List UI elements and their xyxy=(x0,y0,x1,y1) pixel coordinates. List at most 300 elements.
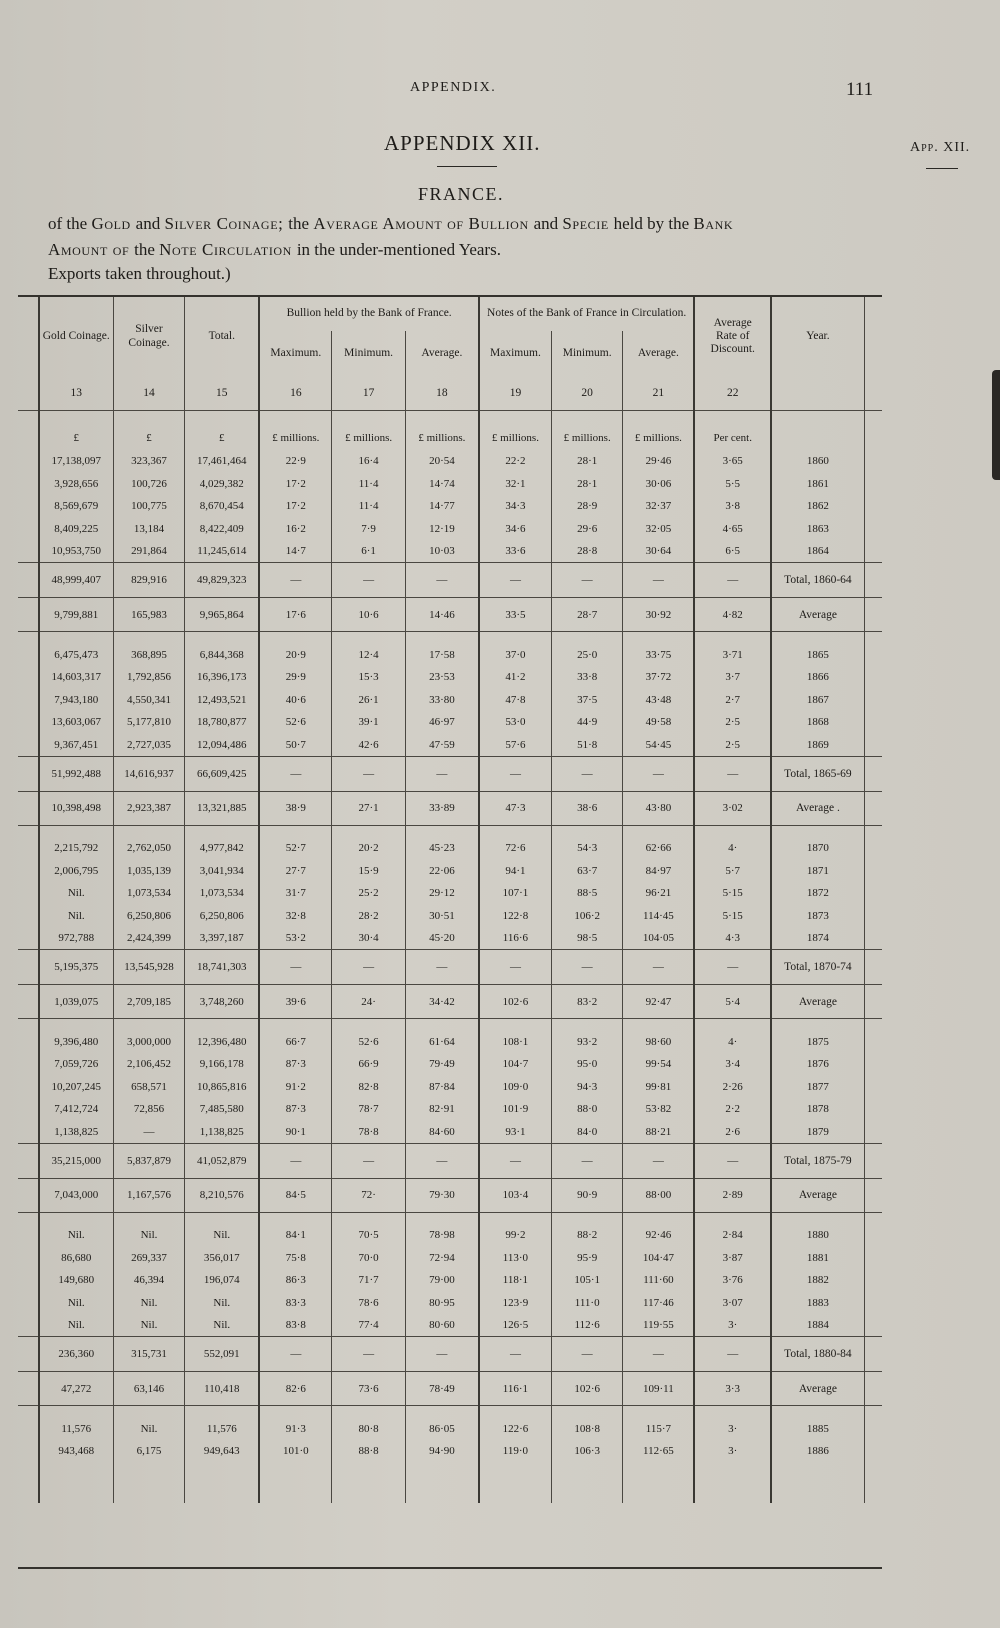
cell-rate: 5·7 xyxy=(694,860,771,883)
cell-gold: 236,360 xyxy=(39,1337,114,1372)
cell-notes-max: — xyxy=(479,563,552,598)
table-edge-cell xyxy=(864,1337,882,1372)
header-rate: Average Rate of Discount. xyxy=(694,297,771,376)
cell-bullion-avg: 78·98 xyxy=(405,1224,479,1247)
table-edge-cell xyxy=(864,1247,882,1270)
cell-notes-avg xyxy=(623,632,694,644)
cell-total xyxy=(185,1212,260,1224)
table-row xyxy=(18,644,882,667)
cell-bullion-avg: 18 xyxy=(405,376,479,410)
cell-year xyxy=(771,632,864,644)
cell-total-label: Total, 1865-69 xyxy=(771,756,864,791)
cell-bullion-max xyxy=(259,825,332,837)
cell-bullion-avg: 20·54 xyxy=(405,450,479,473)
cell-notes-max: 116·1 xyxy=(479,1372,552,1406)
cell-gold: 10,207,245 xyxy=(39,1076,114,1099)
title-rule xyxy=(437,166,497,167)
cell-silver: 291,864 xyxy=(113,540,184,563)
description-line-1 xyxy=(48,214,733,234)
table-edge-cell xyxy=(18,1314,39,1337)
table-edge-cell xyxy=(18,689,39,712)
cell-bullion-avg: 46·97 xyxy=(405,711,479,734)
cell-bullion-max: 91·2 xyxy=(259,1076,332,1099)
table-row xyxy=(18,540,882,563)
column-number-row xyxy=(18,376,882,410)
table-edge-cell xyxy=(864,495,882,518)
cell-gold: 972,788 xyxy=(39,927,114,950)
cell-bullion-max: 17·2 xyxy=(259,473,332,496)
running-head: APPENDIX. xyxy=(410,80,497,95)
cell-notes-max: — xyxy=(479,756,552,791)
cell-year: 1871 xyxy=(771,860,864,883)
cell-notes-min: 90·9 xyxy=(551,1178,622,1212)
cell-notes-avg: 99·81 xyxy=(623,1076,694,1099)
table-edge-cell xyxy=(864,756,882,791)
cell-total: 18,741,303 xyxy=(185,950,260,985)
cell-rate: 3·8 xyxy=(694,495,771,518)
cell-bullion-max: 32·8 xyxy=(259,905,332,928)
table-edge-cell xyxy=(864,426,882,450)
cell-notes-max: £ millions. xyxy=(479,426,552,450)
cell-bullion-max: 20·9 xyxy=(259,644,332,667)
cell-notes-min: 20 xyxy=(551,376,622,410)
table-edge-cell xyxy=(864,927,882,950)
table-edge-cell xyxy=(18,473,39,496)
cell-silver: 63,146 xyxy=(113,1372,184,1406)
cell-year xyxy=(771,1019,864,1031)
cell-gold: 5,195,375 xyxy=(39,950,114,985)
table-row xyxy=(18,518,882,541)
cell-notes-avg: 88·21 xyxy=(623,1121,694,1144)
cell-notes-max: 109·0 xyxy=(479,1076,552,1099)
cell-year: 1877 xyxy=(771,1076,864,1099)
cell-notes-avg: 30·06 xyxy=(623,473,694,496)
average-row xyxy=(18,985,882,1019)
description-text: Amount of the Note Circulation in the under-mentioned Years. xyxy=(48,240,501,259)
cell-bullion-avg xyxy=(405,1406,479,1418)
cell-bullion-avg: — xyxy=(405,1143,479,1178)
cell-rate: 5·15 xyxy=(694,882,771,905)
cell-total: 1,138,825 xyxy=(185,1121,260,1144)
table-edge-cell xyxy=(864,1418,882,1441)
table-row xyxy=(18,689,882,712)
cell-total: 4,977,842 xyxy=(185,837,260,860)
table-edge-cell xyxy=(18,1292,39,1315)
cell-notes-min: 108·8 xyxy=(551,1418,622,1441)
cell-rate: 2·26 xyxy=(694,1076,771,1099)
cell-total: 8,670,454 xyxy=(185,495,260,518)
cell-rate: 3· xyxy=(694,1440,771,1463)
cell-notes-min: 111·0 xyxy=(551,1292,622,1315)
cell-bullion-avg xyxy=(405,1463,479,1503)
table-row xyxy=(18,1098,882,1121)
cell-year: 1885 xyxy=(771,1418,864,1441)
table-edge-cell xyxy=(864,1269,882,1292)
table-row xyxy=(18,450,882,473)
table-row xyxy=(18,495,882,518)
cell-rate: 3·3 xyxy=(694,1372,771,1406)
cell-rate: 5·5 xyxy=(694,473,771,496)
cell-notes-avg: 33·75 xyxy=(623,644,694,667)
cell-notes-max: 108·1 xyxy=(479,1031,552,1054)
cell-gold: 3,928,656 xyxy=(39,473,114,496)
cell-bullion-max: 83·3 xyxy=(259,1292,332,1315)
cell-total-label: Total, 1880-84 xyxy=(771,1337,864,1372)
cell-notes-avg: 43·80 xyxy=(623,791,694,825)
cell-bullion-max: 75·8 xyxy=(259,1247,332,1270)
cell-total: 15 xyxy=(185,376,260,410)
description-line-3 xyxy=(48,264,231,284)
cell-silver: 2,424,399 xyxy=(113,927,184,950)
table-edge-cell xyxy=(864,1292,882,1315)
cell-notes-avg: 115·7 xyxy=(623,1418,694,1441)
cell-bullion-min: 27·1 xyxy=(332,791,406,825)
total-row xyxy=(18,756,882,791)
table-edge-cell xyxy=(864,666,882,689)
cell-notes-max: 126·5 xyxy=(479,1314,552,1337)
cell-total: 12,396,480 xyxy=(185,1031,260,1054)
cell-gold: 10,398,498 xyxy=(39,791,114,825)
cell-total: Nil. xyxy=(185,1224,260,1247)
cell-notes-max: 93·1 xyxy=(479,1121,552,1144)
cell-silver: 829,916 xyxy=(113,563,184,598)
cell-notes-max xyxy=(479,825,552,837)
cell-total: 7,485,580 xyxy=(185,1098,260,1121)
cell-notes-min: — xyxy=(551,563,622,598)
table-edge-cell xyxy=(864,711,882,734)
table-edge-cell xyxy=(864,297,882,331)
cell-notes-min xyxy=(551,1212,622,1224)
table-row xyxy=(18,1031,882,1054)
cell-notes-max: 99·2 xyxy=(479,1224,552,1247)
cell-notes-max: 94·1 xyxy=(479,860,552,883)
cell-gold: 47,272 xyxy=(39,1372,114,1406)
cell-notes-avg: 30·92 xyxy=(623,598,694,632)
table-edge-cell xyxy=(864,473,882,496)
cell-notes-avg: — xyxy=(623,1337,694,1372)
cell-bullion-max: 52·6 xyxy=(259,711,332,734)
cell-gold: 14,603,317 xyxy=(39,666,114,689)
cell-year xyxy=(771,1212,864,1224)
cell-bullion-avg: 47·59 xyxy=(405,734,479,757)
cell-silver: 4,550,341 xyxy=(113,689,184,712)
table-edge-cell xyxy=(864,598,882,632)
cell-gold: 86,680 xyxy=(39,1247,114,1270)
table-edge-cell xyxy=(18,711,39,734)
cell-total xyxy=(185,1406,260,1418)
table-edge-cell xyxy=(18,495,39,518)
table-row xyxy=(18,927,882,950)
table-edge-cell xyxy=(18,540,39,563)
cell-notes-min: — xyxy=(551,1337,622,1372)
cell-bullion-min: 7·9 xyxy=(332,518,406,541)
cell-silver xyxy=(113,1463,184,1503)
cell-notes-min: — xyxy=(551,950,622,985)
cell-total xyxy=(185,1463,260,1503)
table-edge-cell xyxy=(18,1247,39,1270)
cell-rate: 4· xyxy=(694,1031,771,1054)
cell-rate: 3· xyxy=(694,1418,771,1441)
cell-notes-max: 33·5 xyxy=(479,598,552,632)
table-edge-cell xyxy=(18,1143,39,1178)
cell-rate: — xyxy=(694,950,771,985)
table-edge-cell xyxy=(864,860,882,883)
cell-silver: 14 xyxy=(113,376,184,410)
cell-silver: £ xyxy=(113,426,184,450)
cell-total: 11,576 xyxy=(185,1418,260,1441)
cell-gold xyxy=(39,410,114,426)
spacer-row xyxy=(18,1212,882,1224)
table-body xyxy=(18,376,882,1503)
table-row xyxy=(18,1247,882,1270)
cell-total: 12,493,521 xyxy=(185,689,260,712)
cell-silver: 658,571 xyxy=(113,1076,184,1099)
cell-bullion-min: — xyxy=(332,950,406,985)
table-edge-cell xyxy=(18,666,39,689)
cell-bullion-max xyxy=(259,1212,332,1224)
header-notes-group: Notes of the Bank of France in Circulation. xyxy=(479,297,694,331)
cell-total: 8,210,576 xyxy=(185,1178,260,1212)
cell-bullion-min: 16·4 xyxy=(332,450,406,473)
table-edge-cell xyxy=(864,837,882,860)
page-edge-shadow xyxy=(992,370,1000,480)
cell-average-label: Average xyxy=(771,598,864,632)
cell-silver xyxy=(113,1019,184,1031)
cell-bullion-avg: 17·58 xyxy=(405,644,479,667)
cell-bullion-min: 52·6 xyxy=(332,1031,406,1054)
cell-bullion-min: 6·1 xyxy=(332,540,406,563)
table-edge-cell xyxy=(18,837,39,860)
cell-notes-min: 93·2 xyxy=(551,1031,622,1054)
cell-notes-max: 104·7 xyxy=(479,1053,552,1076)
cell-bullion-min: 24· xyxy=(332,985,406,1019)
cell-gold: 2,215,792 xyxy=(39,837,114,860)
cell-notes-avg: 49·58 xyxy=(623,711,694,734)
cell-total: 18,780,877 xyxy=(185,711,260,734)
cell-bullion-max: 53·2 xyxy=(259,927,332,950)
cell-bullion-min: 73·6 xyxy=(332,1372,406,1406)
table-edge-cell xyxy=(18,1337,39,1372)
cell-gold: Nil. xyxy=(39,1292,114,1315)
spacer-row xyxy=(18,1463,882,1503)
cell-notes-max: 118·1 xyxy=(479,1269,552,1292)
cell-total: 9,965,864 xyxy=(185,598,260,632)
cell-total: 1,073,534 xyxy=(185,882,260,905)
cell-bullion-min: 72· xyxy=(332,1178,406,1212)
cell-bullion-avg: 94·90 xyxy=(405,1440,479,1463)
header-gold: Gold Coinage. xyxy=(39,297,114,376)
description-line-2 xyxy=(48,240,501,260)
cell-bullion-max: 86·3 xyxy=(259,1269,332,1292)
cell-gold: 7,412,724 xyxy=(39,1098,114,1121)
cell-gold: 7,043,000 xyxy=(39,1178,114,1212)
table-edge-cell xyxy=(18,644,39,667)
cell-year: 1880 xyxy=(771,1224,864,1247)
cell-bullion-max: 38·9 xyxy=(259,791,332,825)
cell-bullion-min: 78·8 xyxy=(332,1121,406,1144)
cell-bullion-avg xyxy=(405,1212,479,1224)
cell-rate: 3·71 xyxy=(694,644,771,667)
cell-rate: — xyxy=(694,1143,771,1178)
cell-notes-avg xyxy=(623,1212,694,1224)
cell-silver xyxy=(113,1406,184,1418)
table-row xyxy=(18,734,882,757)
cell-year: 1862 xyxy=(771,495,864,518)
cell-notes-max: 19 xyxy=(479,376,552,410)
cell-rate: Per cent. xyxy=(694,426,771,450)
cell-bullion-max: 84·1 xyxy=(259,1224,332,1247)
cell-bullion-max xyxy=(259,1463,332,1503)
cell-notes-max: 53·0 xyxy=(479,711,552,734)
cell-total: 3,041,934 xyxy=(185,860,260,883)
cell-bullion-avg: 82·91 xyxy=(405,1098,479,1121)
cell-gold: 9,396,480 xyxy=(39,1031,114,1054)
table-row xyxy=(18,1292,882,1315)
page-number: 111 xyxy=(846,79,874,100)
cell-bullion-min: 25·2 xyxy=(332,882,406,905)
cell-notes-max: 37·0 xyxy=(479,644,552,667)
cell-rate: 3·87 xyxy=(694,1247,771,1270)
table-edge-cell xyxy=(18,450,39,473)
table-edge-cell xyxy=(864,1463,882,1503)
cell-rate: 3·02 xyxy=(694,791,771,825)
cell-rate: 4· xyxy=(694,837,771,860)
cell-bullion-avg: — xyxy=(405,756,479,791)
spacer-row xyxy=(18,632,882,644)
cell-notes-min: 88·0 xyxy=(551,1098,622,1121)
cell-notes-max: 33·6 xyxy=(479,540,552,563)
cell-bullion-max: — xyxy=(259,563,332,598)
table-edge-cell xyxy=(864,1406,882,1418)
cell-bullion-max: — xyxy=(259,1337,332,1372)
cell-bullion-min: 82·8 xyxy=(332,1076,406,1099)
cell-bullion-avg: 33·80 xyxy=(405,689,479,712)
cell-notes-max xyxy=(479,632,552,644)
cell-notes-min: 102·6 xyxy=(551,1372,622,1406)
cell-notes-min: 28·9 xyxy=(551,495,622,518)
description-text: Exports taken throughout.) xyxy=(48,264,231,283)
cell-gold: Nil. xyxy=(39,1224,114,1247)
cell-bullion-min xyxy=(332,632,406,644)
table-edge-cell xyxy=(18,756,39,791)
cell-bullion-max: 82·6 xyxy=(259,1372,332,1406)
cell-notes-min: 98·5 xyxy=(551,927,622,950)
cell-silver: 1,167,576 xyxy=(113,1178,184,1212)
cell-year: 1866 xyxy=(771,666,864,689)
cell-bullion-min: 71·7 xyxy=(332,1269,406,1292)
table-edge-cell xyxy=(18,905,39,928)
cell-silver: Nil. xyxy=(113,1292,184,1315)
cell-rate: 2·5 xyxy=(694,734,771,757)
cell-notes-min xyxy=(551,825,622,837)
cell-rate: 2·5 xyxy=(694,711,771,734)
cell-year: 1881 xyxy=(771,1247,864,1270)
cell-bullion-avg: £ millions. xyxy=(405,426,479,450)
table-edge-cell xyxy=(864,905,882,928)
cell-notes-max: 107·1 xyxy=(479,882,552,905)
cell-notes-avg: 109·11 xyxy=(623,1372,694,1406)
header-year: Year. xyxy=(771,297,864,376)
cell-gold: 9,367,451 xyxy=(39,734,114,757)
cell-rate xyxy=(694,1212,771,1224)
data-table xyxy=(18,297,882,1503)
cell-rate: 4·82 xyxy=(694,598,771,632)
cell-bullion-max: 90·1 xyxy=(259,1121,332,1144)
cell-gold xyxy=(39,632,114,644)
cell-bullion-avg xyxy=(405,1019,479,1031)
cell-notes-max xyxy=(479,410,552,426)
cell-bullion-max: 50·7 xyxy=(259,734,332,757)
cell-silver: Nil. xyxy=(113,1314,184,1337)
cell-rate: 3·4 xyxy=(694,1053,771,1076)
cell-bullion-avg: 80·60 xyxy=(405,1314,479,1337)
cell-year: 1878 xyxy=(771,1098,864,1121)
cell-bullion-max: 52·7 xyxy=(259,837,332,860)
cell-notes-max: 47·3 xyxy=(479,791,552,825)
table-row xyxy=(18,1314,882,1337)
cell-notes-min: 95·0 xyxy=(551,1053,622,1076)
cell-bullion-max: 40·6 xyxy=(259,689,332,712)
table-edge-cell xyxy=(18,1031,39,1054)
cell-silver: 2,923,387 xyxy=(113,791,184,825)
cell-notes-max xyxy=(479,1406,552,1418)
cell-rate: 2·89 xyxy=(694,1178,771,1212)
table-edge-cell xyxy=(18,563,39,598)
cell-bullion-avg: 34·42 xyxy=(405,985,479,1019)
table-row xyxy=(18,1440,882,1463)
cell-notes-min: 28·1 xyxy=(551,473,622,496)
cell-notes-max: 32·1 xyxy=(479,473,552,496)
table-edge-cell xyxy=(18,1269,39,1292)
cell-notes-min: 88·5 xyxy=(551,882,622,905)
cell-silver: 1,035,139 xyxy=(113,860,184,883)
table-row xyxy=(18,1269,882,1292)
cell-notes-avg: 43·48 xyxy=(623,689,694,712)
cell-rate xyxy=(694,825,771,837)
cell-notes-min: 29·6 xyxy=(551,518,622,541)
table-edge-cell xyxy=(864,518,882,541)
cell-year: 1873 xyxy=(771,905,864,928)
table-edge-cell xyxy=(18,1463,39,1503)
cell-bullion-avg: 86·05 xyxy=(405,1418,479,1441)
cell-silver: 6,175 xyxy=(113,1440,184,1463)
table-row xyxy=(18,666,882,689)
cell-total-label: Total, 1875-79 xyxy=(771,1143,864,1178)
cell-gold xyxy=(39,1463,114,1503)
cell-bullion-max: 22·9 xyxy=(259,450,332,473)
cell-rate: 3·76 xyxy=(694,1269,771,1292)
table-row xyxy=(18,837,882,860)
cell-bullion-min: 78·7 xyxy=(332,1098,406,1121)
cell-notes-max: 122·6 xyxy=(479,1418,552,1441)
table-edge-cell xyxy=(18,331,39,376)
cell-rate: — xyxy=(694,1337,771,1372)
table-edge-cell xyxy=(18,426,39,450)
cell-bullion-max: £ millions. xyxy=(259,426,332,450)
cell-notes-max: 41·2 xyxy=(479,666,552,689)
cell-total: Nil. xyxy=(185,1292,260,1315)
cell-notes-avg: 54·45 xyxy=(623,734,694,757)
cell-total-label: Total, 1870-74 xyxy=(771,950,864,985)
cell-year xyxy=(771,376,864,410)
table-edge-cell xyxy=(864,1178,882,1212)
cell-notes-min: 54·3 xyxy=(551,837,622,860)
cell-bullion-min: 28·2 xyxy=(332,905,406,928)
cell-total: 6,844,368 xyxy=(185,644,260,667)
table-edge-cell xyxy=(864,825,882,837)
cell-notes-avg: 32·37 xyxy=(623,495,694,518)
cell-notes-min xyxy=(551,1406,622,1418)
